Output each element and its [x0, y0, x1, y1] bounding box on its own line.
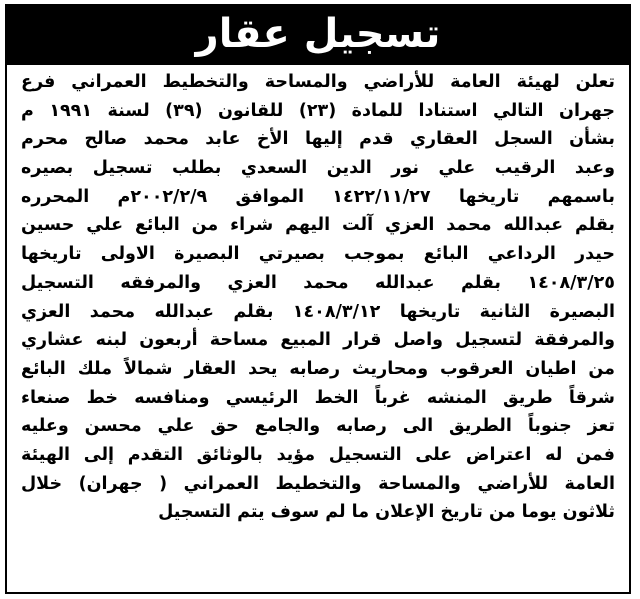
notice-line: تعز جنوباً الطريق الى رصابه والجامع حق علي محسن وعليه — [21, 416, 615, 437]
notice-line: ثلاثون يوما من تاريخ الإعلان ما لم سوف يتم التسجيل — [158, 502, 615, 523]
notice-line: باسمهم تاريخها ١٤٢٢/١١/٢٧ الموافق ٢٠٠٢/٢/٩م المحرره — [21, 186, 615, 207]
notice-line: وعبد الرقيب علي نور الدين السعدي بطلب تسجيل بصيره — [21, 158, 615, 179]
notice-line: فمن له اعتراض على التسجيل مؤيد بالوثائق التقدم إلى الهيئة — [21, 444, 615, 465]
notice-line: من اطيان العرقوب ومحاريث رصابه يحد العقار شمالاً ملك البائع — [21, 358, 615, 379]
notice-line: جهران التالي استنادا للمادة (٢٣) للقانون (٣٩) لسنة ١٩٩١ م — [21, 100, 615, 121]
title-divider — [7, 62, 629, 65]
notice-title: تسجيل عقار — [7, 6, 629, 62]
notice-line: البصيرة الثانية تاريخها ١٤٠٨/٣/١٢ بقلم عبدالله محمد العزي — [21, 301, 615, 322]
notice-line: حيدر الرداعي البائع بموجب بصيرتي البصيرة الاولى تاريخها — [21, 244, 615, 265]
notice-line: بقلم عبدالله محمد العزي آلت اليهم شراء من البائع علي حسين — [21, 215, 615, 236]
notice-line: تعلن لهيئة العامة للأراضي والمساحة والتخطيط العمراني فرع — [21, 72, 615, 92]
notice-body — [21, 68, 615, 527]
property-registration-notice — [5, 4, 631, 594]
notice-line: العامة للأراضي والمساحة والتخطيط العمراني ( جهران) خلال — [21, 473, 615, 494]
notice-line: ١٤٠٨/٣/٢٥ بقلم عبدالله محمد العزي والمرفقه التسجيل — [21, 272, 615, 293]
notice-line: والمرفقة لتسجيل واصل قرار المبيع مساحة أربعون لبنه عشاري — [21, 330, 615, 351]
notice-line: شرقاً طريق المنشه غرباً الخط الرئيسي ومنافسه خط صنعاء — [21, 387, 615, 408]
notice-line: بشأن السجل العقاري قدم إليها الأخ عابد محمد صالح محرم — [21, 129, 615, 150]
